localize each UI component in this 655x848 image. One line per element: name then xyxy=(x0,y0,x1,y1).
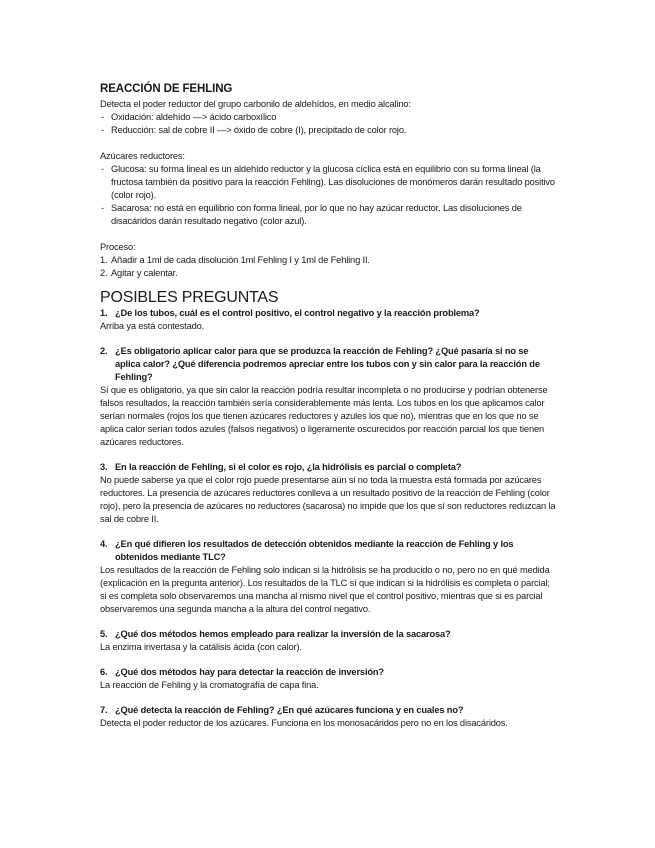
question-number: 3. xyxy=(100,462,108,472)
process-steps xyxy=(100,254,556,280)
question-number: 1. xyxy=(100,308,108,318)
answer-text: No puede saberse ya que el color rojo puede presentarse aún si no toda la muestra está formada por azúcares reductores. La presencia de azúcares reductores conlleva a un resultado positivo de la reacción de Fehling (color rojo), pero la presencia de azúcares no reductores (sacarosa) no impide que los que sí son reductores reduzcan la sal de cobre II. xyxy=(100,475,556,524)
question-text: ¿En qué difieren los resultados de detección obtenidos mediante la reacción de Fehling y los obtenidos mediante TLC? xyxy=(115,539,514,562)
question-heading xyxy=(100,461,556,474)
question-number: 2. xyxy=(100,346,108,356)
document-content xyxy=(100,82,556,730)
intro-text: Detecta el poder reductor del grupo carbonilo de aldehídos, en medio alcalino: xyxy=(100,99,411,109)
question-heading xyxy=(100,666,556,679)
answer-text: La enzima invertasa y la catálisis ácida (con calor). xyxy=(100,642,302,652)
question-text: ¿Qué detecta la reacción de Fehling? ¿En qué azúcares funciona y en cuales no? xyxy=(115,705,464,715)
reaction-item: - Reducción: sal de cobre II —> óxido de cobre (I), precipitado de color rojo. xyxy=(100,124,556,137)
step-number: 1. xyxy=(100,255,108,265)
question-block xyxy=(100,307,556,333)
question-text: ¿Es obligatorio aplicar calor para que se produzca la reacción de Fehling? ¿Qué pasaría si no se aplica calor? ¿Qué diferencia podremos apreciar entre los tubos con y sin calor para la reacción de Fehling? xyxy=(115,346,540,382)
question-heading xyxy=(100,345,556,384)
sugar-item: - Sacarosa: no está en equilibrio con forma lineal, por lo que no hay azúcar reductor. Las disoluciones de disacáridos darán resultado negativo (color azul). xyxy=(100,202,556,228)
answer-text: Arriba ya está contestado. xyxy=(100,321,205,331)
process-heading: Proceso: xyxy=(100,242,136,252)
question-block xyxy=(100,628,556,654)
section-title: POSIBLES PREGUNTAS xyxy=(100,289,279,306)
step-text: Añadir a 1ml de cada disolución 1ml Fehling I y 1ml de Fehling II. xyxy=(111,255,370,265)
question-number: 5. xyxy=(100,629,108,639)
answer-text: Sí que es obligatorio, ya que sin calor la reacción podría resultar incompleta o no producirse y podrían obtenerse falsos resultados, la reacción también sería considerablemente más lenta. Los tubos en los que aplicamos calor serían normales (rojos los que tienen azúcares reductores y azules los que no), mientras que en los que no se aplica calor serían todos azules (falsos negativos) o ligeramente oscurecidos por reacción parcial los que tienen azúcares reductores. xyxy=(100,385,548,447)
answer-text: Los resultados de la reacción de Fehling solo indican si la hidrólisis se ha producido o no, pero no en qué medida (explicación en la pregunta anterior). Los resultados de la TLC sí que indican si la hidrólisis es completa o parcial; si es completa solo observaremos una mancha al mismo nivel que el control positivo, mientras que si es parcial observaremos una segunda mancha a la altura del control negativo. xyxy=(100,565,550,614)
answer-text: Detecta el poder reductor de los azúcares. Funciona en los monosacáridos pero no en los disacáridos. xyxy=(100,718,508,728)
question-heading xyxy=(100,307,556,320)
question-number: 6. xyxy=(100,667,108,677)
question-heading xyxy=(100,538,556,564)
sugars-heading: Azúcares reductores: xyxy=(100,151,185,161)
question-block xyxy=(100,538,556,616)
question-block xyxy=(100,345,556,449)
question-number: 7. xyxy=(100,705,108,715)
step-text: Agitar y calentar. xyxy=(111,268,178,278)
answer-text: La reacción de Fehling y la cromatografía de capa fina. xyxy=(100,680,319,690)
question-text: ¿Qué dos métodos hay para detectar la reacción de inversión? xyxy=(115,667,384,677)
process-step xyxy=(100,267,556,280)
step-number: 2. xyxy=(100,268,108,278)
question-heading xyxy=(100,628,556,641)
reactions-list xyxy=(100,111,556,137)
question-block xyxy=(100,704,556,730)
question-heading xyxy=(100,704,556,717)
question-text: ¿De los tubos, cuál es el control positivo, el control negativo y la reacción problema? xyxy=(115,308,480,318)
sugar-item: - Glucosa: su forma lineal es un aldehído reductor y la glucosa cíclica está en equilibrio con su forma lineal (la fructosa también da positivo para la reacción Fehling). Las disoluciones de monómeros darán resultado positivo (color rojo). xyxy=(100,163,556,202)
question-block xyxy=(100,461,556,526)
reaction-item: - Oxidación: aldehído —> ácido carboxílico xyxy=(100,111,556,124)
question-text: En la reacción de Fehling, si el color es rojo, ¿la hidrólisis es parcial o completa? xyxy=(115,462,462,472)
process-step xyxy=(100,254,556,267)
document-title: REACCIÓN DE FEHLING xyxy=(100,83,233,95)
question-block xyxy=(100,666,556,692)
sugars-list xyxy=(100,163,556,228)
question-text: ¿Qué dos métodos hemos empleado para realizar la inversión de la sacarosa? xyxy=(115,629,451,639)
question-number: 4. xyxy=(100,539,108,549)
